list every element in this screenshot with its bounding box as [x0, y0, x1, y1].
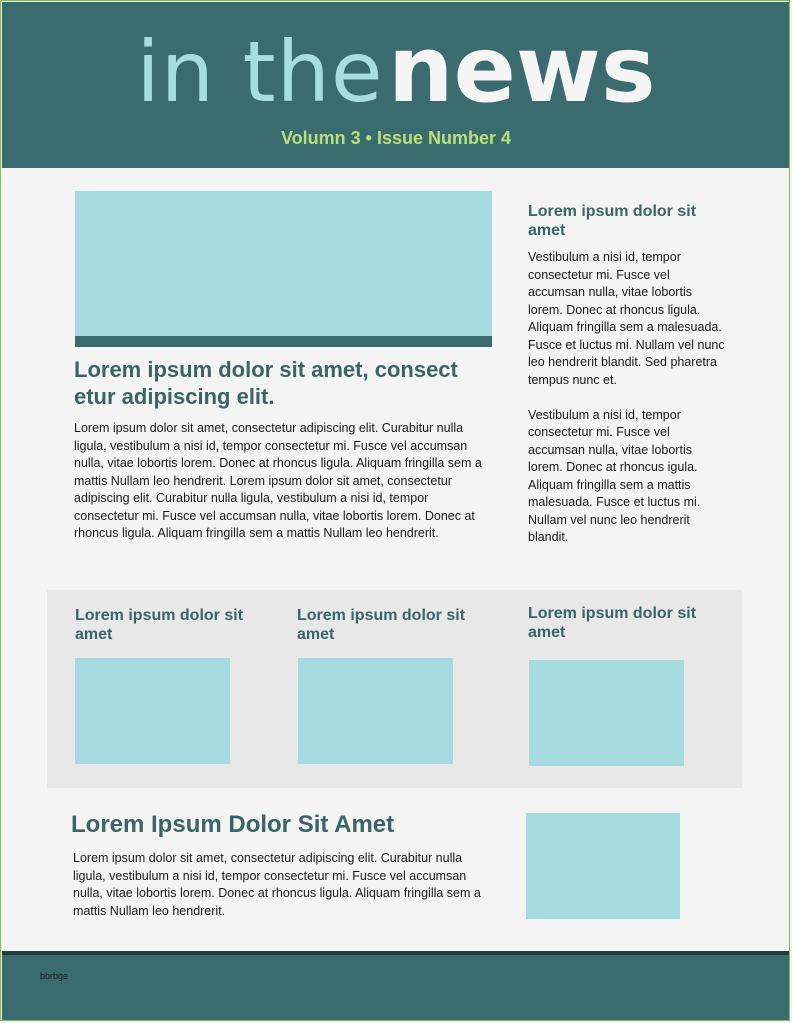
bottom-body-text: Lorem ipsum dolor sit amet, consectetur adipiscing elit. Curabitur nulla ligula, vestibulum a nisi id, tempor consectetur mi. Fusce vel accumsan nulla, vitae lobortis lorem. Donec at rhoncus ligula. Aliquam fringilla sem a mattis Nullam leo hendrerit.	[73, 851, 481, 918]
card-title: Lorem ipsum dolor sit amet	[75, 607, 244, 643]
lead-headline: Lorem ipsum dolor sit amet, consect etur adipiscing elit.	[74, 357, 458, 409]
bottom-headline: Lorem Ipsum Dolor Sit Amet	[71, 811, 395, 838]
card-image-placeholder	[529, 660, 684, 766]
lead-image-bar	[75, 336, 492, 347]
issue-line: Volumn 3 • Issue Number 4	[280, 128, 512, 148]
card-title: Lorem ipsum dolor sit amet	[297, 607, 466, 643]
footer-text: bbrbge	[40, 971, 69, 981]
masthead-header	[2, 2, 790, 168]
sidebar-body	[528, 249, 728, 564]
lead-image-placeholder	[75, 191, 492, 336]
footer-bar	[2, 955, 790, 1021]
bottom-image-placeholder	[526, 813, 680, 919]
lead-body-text: Lorem ipsum dolor sit amet, consectetur adipiscing elit. Curabitur nulla ligula, vestibulum a nisi id, tempor consectetur mi. Fusce vel accumsan nulla, vitae lobortis lorem. Donec at rhoncus ligula. Aliquam fringilla sem a mattis Nullam leo hendrerit. Lorem ipsum dolor sit amet, consectetur adipiscing elit. Curabitur nulla ligula, vestibulum a nisi id, tempor consectetur mi. Fusce vel accumsan nulla, vitae lobortis lorem. Donec at rhoncus ligula. Aliquam fringilla sem a mattis Nullam leo hendrerit.	[74, 421, 482, 540]
sidebar-paragraph: Vestibulum a nisi id, tempor consectetur mi. Fusce vel accumsan nulla, vitae lobortis lorem. Donec at rhoncus igula. Aliquam fringilla sem a mattis malesuada. Fusce et luctus mi. Nullam vel nunc leo hendrerit blandit.	[528, 407, 701, 544]
card-image-placeholder	[75, 658, 230, 764]
masthead-bold-text: news	[387, 16, 656, 123]
masthead-title	[2, 16, 790, 123]
sidebar-headline: Lorem ipsum dolor sit amet	[528, 203, 697, 239]
sidebar-paragraph: Vestibulum a nisi id, tempor consectetur mi. Fusce vel accumsan nulla, vitae lobortis lorem. Donec at rhoncus ligula. Aliquam fringilla sem a malesuada. Fusce et luctus mi. Nullam vel nunc leo hendrerit blandit. Sed pharetra tempus nunc et.	[528, 250, 725, 387]
masthead-light-text: in the	[136, 23, 384, 121]
card-title: Lorem ipsum dolor sit amet	[528, 605, 697, 641]
card-image-placeholder	[298, 658, 453, 764]
